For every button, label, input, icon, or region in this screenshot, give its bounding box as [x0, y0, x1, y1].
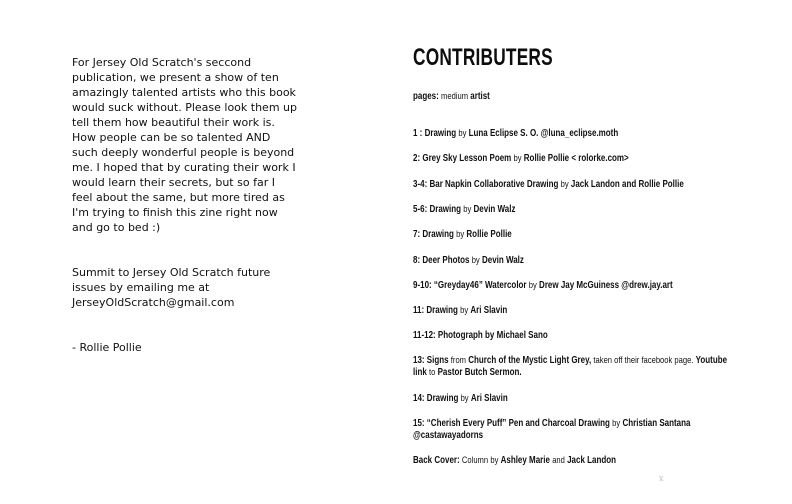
entry-medium: Signs: [426, 355, 449, 366]
entry-joiner: by: [463, 204, 472, 215]
list-item: [413, 393, 743, 405]
entry-pages: 8:: [413, 255, 421, 266]
entry-joiner: by: [458, 128, 467, 139]
entry-artist: Ari Slavin: [470, 393, 508, 404]
entry-joiner: by: [490, 455, 499, 466]
entry-note: taken off their facebook page.: [593, 355, 694, 366]
entry-medium: Grey Sky Lesson Poem: [422, 153, 512, 164]
intro-paragraph: For Jersey Old Scratch's seccond publication, we present a show of ten amazingly talented artists who this book would suck without. Please look them up tell them how beautiful their work is. How people can be so talented AND such deeply wonderful people is beyond me. I hoped that by curating their work I would learn their secrets, but so far I feel about the same, but more tired as I'm trying to finish this zine right now and go to bed :): [72, 56, 297, 234]
list-item: [413, 330, 743, 342]
entry-artist: Pastor Butch Sermon.: [437, 367, 522, 378]
entry-joiner: by: [471, 255, 480, 266]
entry-joiner: by: [456, 229, 465, 240]
entry-medium: Deer Photos: [422, 255, 470, 266]
submission-paragraph: Summit to Jersey Old Scratch future issues by emailing me at JerseyOldScratch@gmail.com: [72, 266, 271, 309]
legend-artist: artist: [470, 91, 490, 102]
list-item: [413, 305, 743, 317]
list-item: [413, 255, 743, 267]
entry-medium: Youtube link: [413, 355, 728, 378]
entry-artist: Ashley Marie: [500, 455, 550, 466]
entry-medium: Photograph: [437, 330, 483, 341]
legend-medium: medium: [441, 91, 469, 102]
entry-medium: Drawing: [426, 393, 459, 404]
list-item: [413, 455, 743, 467]
contributors-title: CONTRIBUTERS: [413, 44, 553, 71]
list-item: [413, 204, 743, 216]
entry-pages: 3-4:: [413, 179, 428, 190]
legend-pages: pages:: [413, 91, 439, 102]
entry-joiner: to: [429, 367, 436, 378]
entry-artist: Michael Sano: [496, 330, 548, 341]
entry-artist: Jack Landon: [567, 455, 617, 466]
entry-medium: “Greyday46” Watercolor: [433, 280, 527, 291]
entry-joiner: by: [560, 179, 569, 190]
entry-pages: 9-10:: [413, 280, 432, 291]
entry-pages: 5-6:: [413, 204, 428, 215]
entry-joiner: by: [612, 418, 621, 429]
entry-medium: Drawing: [426, 305, 458, 316]
corner-mark: x: [659, 474, 664, 483]
entry-pages: 11-12:: [413, 330, 436, 341]
entry-artist: Devin Walz: [481, 255, 524, 266]
entry-medium: Drawing: [424, 128, 457, 139]
entry-pages: 15:: [413, 418, 425, 429]
entry-pages: Back Cover:: [413, 455, 460, 466]
entry-artist: Devin Walz: [473, 204, 516, 215]
entry-medium: “Cherish Every Puff” Pen and Charcoal Drawing: [426, 418, 610, 429]
entry-pages: 1 :: [413, 128, 423, 139]
entry-joiner: by: [460, 393, 469, 404]
entry-artist: Jack Landon and Rollie Pollie: [570, 179, 684, 190]
entry-artist: Luna Eclipse S. O. @luna_eclipse.moth: [468, 128, 619, 139]
list-item: [413, 153, 743, 165]
entry-pages: 14:: [413, 393, 425, 404]
list-item: [413, 128, 743, 140]
entry-pages: 7:: [413, 229, 421, 240]
entry-artist: Rollie Pollie < rolorke.com>: [523, 153, 629, 164]
entry-joiner: and: [552, 455, 565, 466]
entry-medium: Drawing: [422, 229, 454, 240]
entry-medium: Column: [461, 455, 489, 466]
legend-row: [413, 91, 743, 103]
entry-artist: Drew Jay McGuiness @drew.jay.art: [539, 280, 673, 291]
list-item: [413, 179, 743, 191]
list-item: [413, 355, 743, 379]
entry-pages: 11:: [413, 305, 425, 316]
signature: - Rollie Pollie: [72, 341, 142, 354]
entry-joiner: from: [450, 355, 466, 366]
entry-artist: Rollie Pollie: [466, 229, 512, 240]
entry-joiner: by: [485, 330, 495, 341]
entry-artist: Ari Slavin: [470, 305, 508, 316]
entry-artist: Christian Santana @castawayadorns: [413, 418, 691, 441]
entry-joiner: by: [460, 305, 469, 316]
entry-joiner: by: [528, 280, 537, 291]
entry-medium: Bar Napkin Collaborative Drawing: [429, 179, 559, 190]
entry-artist: Church of the Mystic Light Grey,: [468, 355, 592, 366]
entry-pages: 13:: [413, 355, 425, 366]
list-item: [413, 280, 743, 292]
entry-pages: 2:: [413, 153, 421, 164]
intro-text-block: [72, 40, 304, 385]
entry-medium: Drawing: [429, 204, 462, 215]
list-item: [413, 229, 743, 241]
entry-joiner: by: [513, 153, 522, 164]
list-item: [413, 418, 743, 442]
